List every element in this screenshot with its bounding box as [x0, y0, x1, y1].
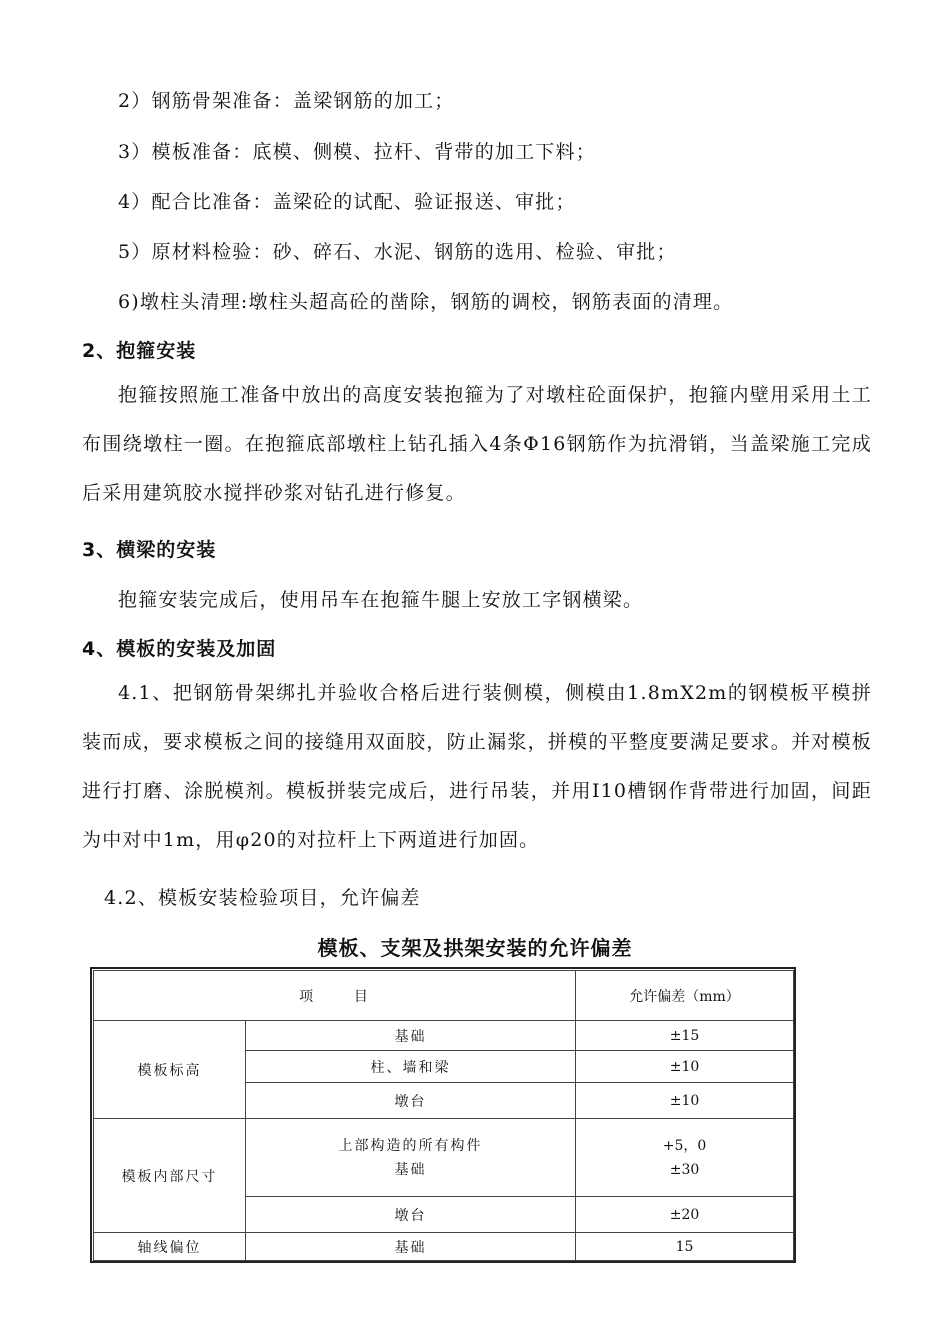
value-line: ±30	[669, 1161, 700, 1178]
section-paragraph: 抱箍按照施工准备中放出的高度安装抱箍为了对墩柱砼面保护，抱箍内壁用采用土工布围绕墩柱一圈。在抱箍底部墩柱上钻孔插入4条Φ16钢筋作为抗滑销，当盖梁施工完成后采用建筑胶水搅拌砂浆对钻孔进行修复。	[82, 384, 872, 504]
section-paragraph: 4.1、把钢筋骨架绑扎并验收合格后进行装侧模，侧模由1.8mX2m的钢模板平模拼装而成，要求模板之间的接缝用双面胶，防止漏浆，拼模的平整度要满足要求。并对模板进行打磨、涂脱模剂。模板拼装完成后，进行吊装，并用I10槽钢作背带进行加固，间距为中对中1m，用φ20的对拉杆上下两道进行加固。	[82, 682, 872, 851]
item-cell: 柱、墙和梁	[246, 1051, 576, 1083]
value-cell: ±15	[576, 1021, 794, 1051]
item-line: 基础	[394, 1161, 427, 1178]
item-cell: 墩台	[246, 1083, 576, 1119]
header-item: 项 目	[94, 971, 576, 1021]
item-cell: 基础	[246, 1021, 576, 1051]
list-item: 2）钢筋骨架准备：盖梁钢筋的加工；	[118, 90, 455, 112]
list-item: 4）配合比准备：盖梁砼的试配、验证报送、审批；	[118, 191, 576, 213]
group-label: 模板标高	[94, 1021, 246, 1119]
header-tolerance: 允许偏差（mm）	[576, 971, 794, 1021]
table-title: 模板、支架及拱架安装的允许偏差	[317, 936, 633, 960]
item-cell	[246, 1119, 576, 1197]
value-cell: ±10	[576, 1051, 794, 1083]
group-label: 轴线偏位	[94, 1233, 246, 1261]
item-cell: 墩台	[246, 1197, 576, 1233]
section-paragraph: 抱箍安装完成后，使用吊车在抱箍牛腿上安放工字钢横梁。	[118, 589, 644, 611]
table-header-row	[94, 971, 794, 1021]
list-item: 5）原材料检验：砂、碎石、水泥、钢筋的选用、检验、审批；	[118, 241, 677, 263]
group-label: 模板内部尺寸	[94, 1119, 246, 1233]
section-heading: 3、横梁的安装	[82, 539, 217, 561]
table-row	[94, 1233, 794, 1261]
value-cell	[576, 1119, 794, 1197]
value-cell: 15	[576, 1233, 794, 1261]
table-row	[94, 1021, 794, 1051]
item-line: 上部构造的所有构件	[338, 1137, 483, 1154]
section-heading: 4、模板的安装及加固	[82, 638, 277, 660]
value-cell: ±20	[576, 1197, 794, 1233]
section-heading: 2、抱箍安装	[82, 340, 197, 362]
table-row	[94, 1119, 794, 1197]
list-item: 3）模板准备：底模、侧模、拉杆、背带的加工下料；	[118, 141, 596, 163]
value-line: +5，0	[662, 1137, 707, 1154]
list-item: 6)墩柱头清理:墩柱头超高砼的凿除，钢筋的调校，钢筋表面的清理。	[118, 291, 734, 313]
item-cell: 基础	[246, 1233, 576, 1261]
subsection-label: 4.2、模板安装检验项目，允许偏差	[104, 887, 421, 909]
tolerance-table	[93, 970, 794, 1261]
value-cell: ±10	[576, 1083, 794, 1119]
